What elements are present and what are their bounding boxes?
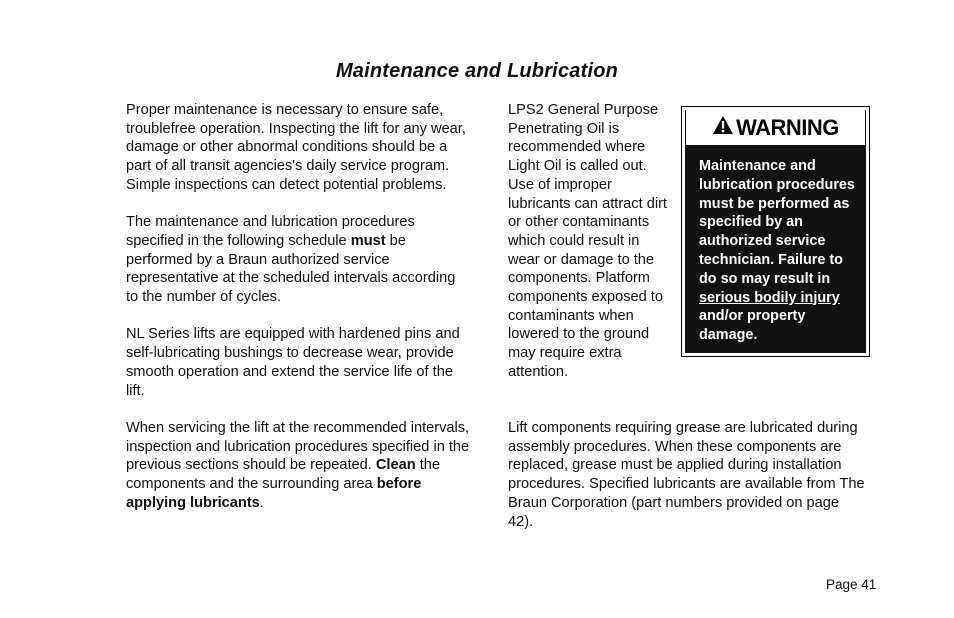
text-segment: be performed by a Braun authorized service representative at the scheduled intervals according to the number of cycles. [126, 232, 456, 306]
paragraph-lps2: LPS2 General Purpose Penetrating Oil is recommended where Light Oil is called out. Use of improper lubricants can attract dirt or other contaminants which could result in wear or damage to the components. Platform components exposed to contaminants when lowered to the ground may require extra attention. [508, 102, 667, 380]
paragraph-grease: Lift components requiring grease are lubricated during assembly procedures. When these components are replaced, grease must be applied during installation procedures. Specified lubricants are available from The Braun Corporation (part numbers provided on page 42). [508, 420, 865, 530]
paragraph-intro: Proper maintenance is necessary to ensure safe, troublefree operation. Inspecting the lift for any wear, damage or other abnormal conditions should be a part of all transit agencies's daily service program. Simple inspections can detect potential problems. [126, 102, 466, 193]
text-segment: Maintenance and lubrication procedures must be performed as specified by an authorized service technician. Failure to do so may result in [699, 158, 855, 287]
warning-inner [685, 110, 866, 353]
text-segment: When servicing the lift at the recommended intervals, inspection and lubrication procedures specified in the previous sections should be repeated. [126, 419, 470, 474]
bold-before-applying: before applying lubricants [126, 476, 422, 511]
underlined-serious-injury: serious bodily injury [699, 289, 840, 306]
left-column [126, 101, 471, 531]
paragraph-servicing [126, 419, 471, 513]
paragraph-bushings: NL Series lifts are equipped with hardened pins and self-lubricating bushings to decrease wear, provide smooth operation and extend the service life of the lift. [126, 326, 460, 399]
warning-box [681, 106, 870, 357]
paragraph-schedule [126, 213, 471, 307]
text-segment: . [259, 494, 264, 511]
warning-title: WARNING [736, 114, 839, 140]
warning-triangle-icon [712, 115, 734, 140]
text-segment: and/or property damage. [699, 308, 806, 344]
warning-header [686, 110, 865, 145]
warning-text [685, 145, 866, 345]
text-segment: The maintenance and lubrication procedures specified in the following schedule [126, 214, 415, 249]
bold-clean: Clean [375, 457, 416, 474]
bottom-column [508, 419, 868, 531]
page-number: Page 41 [826, 577, 877, 592]
page-title: Maintenance and Lubrication [335, 60, 619, 82]
bold-must: must [350, 232, 386, 249]
middle-column [508, 101, 668, 382]
text-segment: the components and the surrounding area [126, 457, 440, 493]
